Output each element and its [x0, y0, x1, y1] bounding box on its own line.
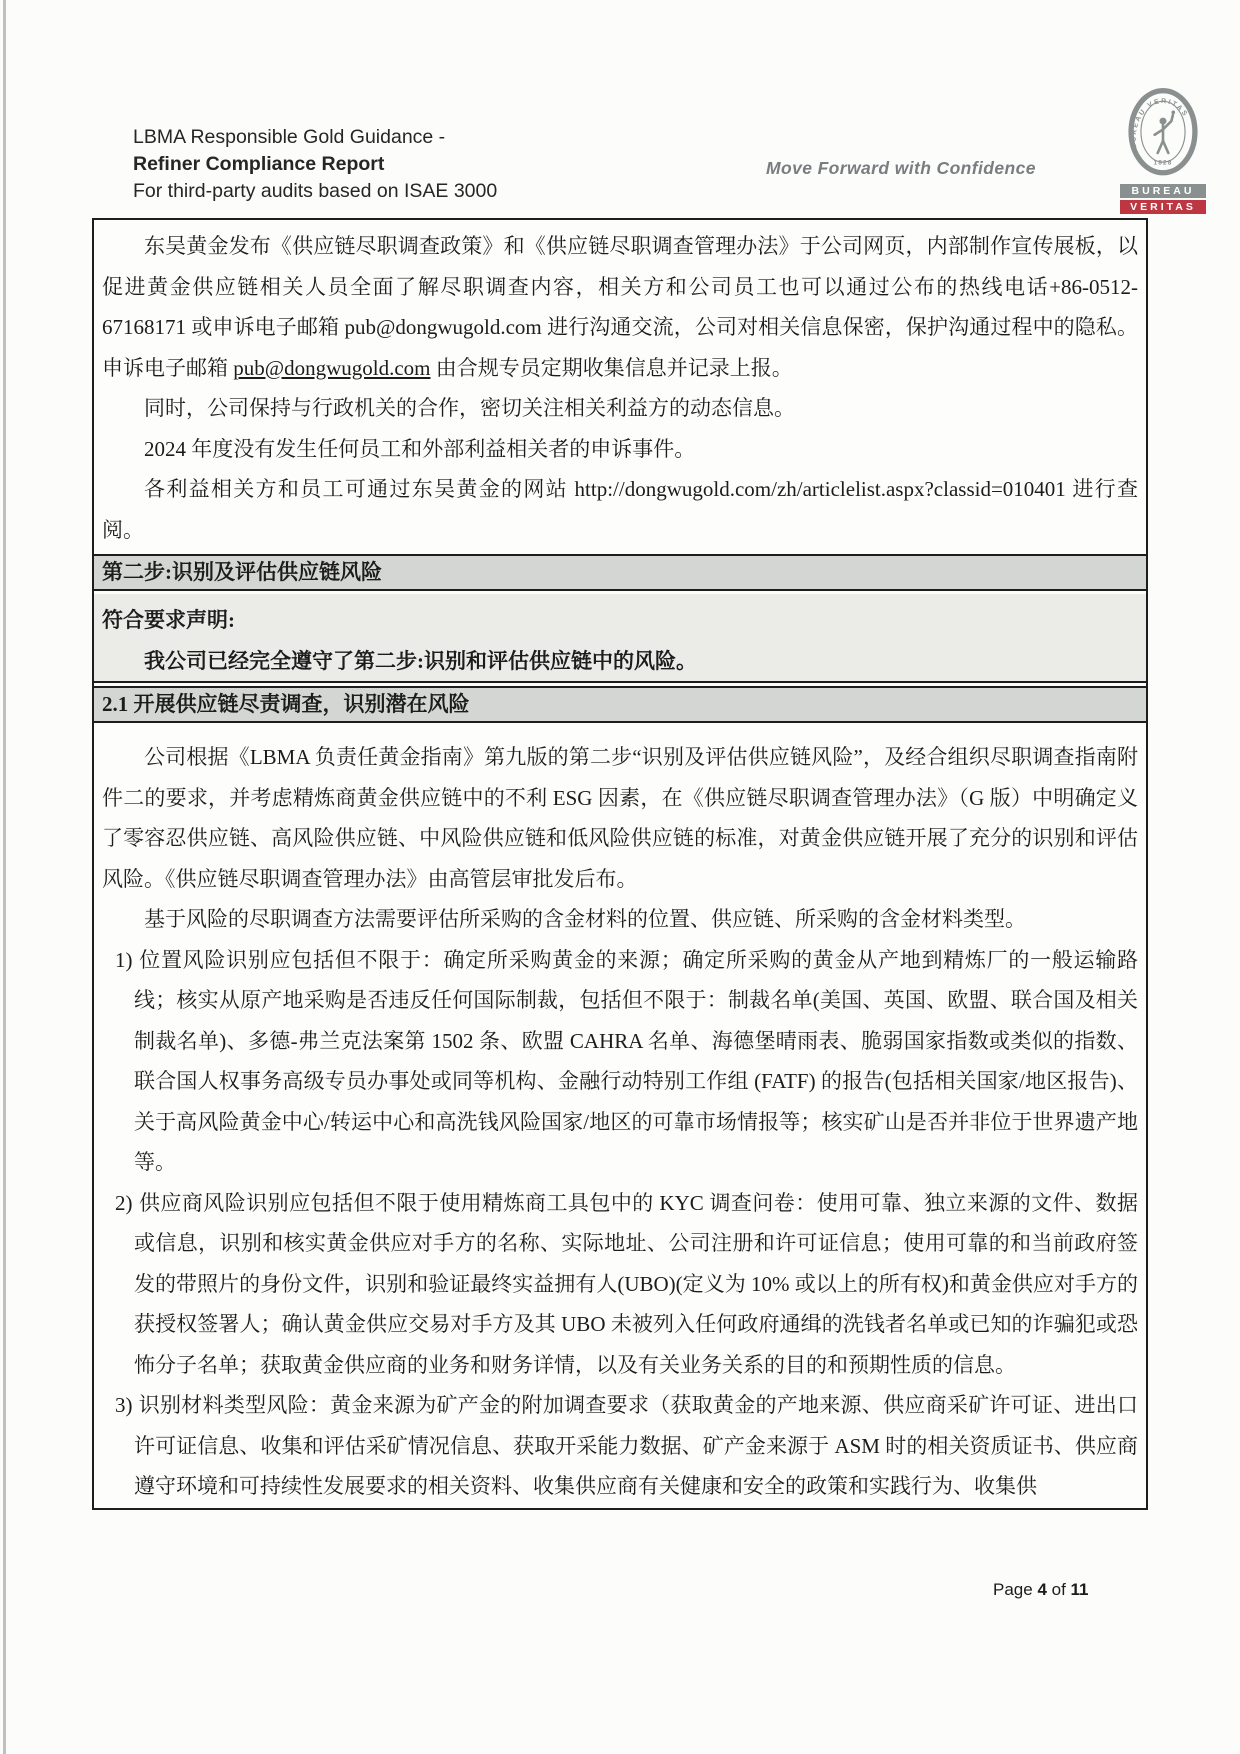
list-item-number: 1) — [115, 947, 133, 972]
page-label: Page — [993, 1580, 1038, 1599]
svg-text:BUREAU VERITAS: BUREAU VERITAS — [1130, 97, 1190, 150]
paragraph-government-cooperation: 同时，公司保持与行政机关的合作，密切关注相关利益方的动态信息。 — [144, 396, 795, 420]
para1-text-2: 进行沟通交流，公司对相关信息保密，保护沟通过程中的隐私。申诉电子邮箱 — [102, 315, 1139, 380]
paragraph-communication-channels — [102, 226, 1138, 388]
bureau-veritas-logo — [1116, 86, 1210, 214]
paragraph-website-access: 各利益相关方和员工可通过东吴黄金的网站 http://dongwugold.com/zh/articlelist.aspx?classid=010401 进行查阅。 — [102, 477, 1138, 542]
compliance-statement-label: 符合要求声明: — [102, 608, 235, 632]
list-item-number: 3) — [115, 1393, 133, 1417]
para1-text-1: 东吴黄金发布《供应链尽职调查政策》和《供应链尽职调查管理办法》于公司网页，内部制作宣传展板，以促进黄金供应链相关人员全面了解尽职调查内容，相关方和公司员工也可以通过公布的热线电话+86-0512-67168171 或申诉电子邮箱 — [102, 234, 1138, 339]
compliance-statement-text: 我公司已经完全遵守了第二步:识别和评估供应链中的风险。 — [144, 648, 697, 673]
page-number — [993, 1580, 1089, 1600]
list-item-text: 位置风险识别应包括但不限于：确定所采购黄金的来源；确定所采购的黄金从产地到精炼厂的一般运输路线；核实从原产地采购是否违反任何国际制裁，包括但不限于：制裁名单(美国、英国、欧盟、联合国及相关制裁名单)、多德-弗兰克法案第 1502 条、欧盟 CAHRA 名单、海德堡晴雨表、脆弱国家指数或类似的指数、联合国人权事务高级专员办事处或同等机构、金融行动特别工作组 (FATF) 的报告(包括相关国家/地区报告)、关于高风险黄金中心/转运中心和高洗钱风险国家/地区的可靠市场情报等；核实矿山是否并非位于世界遗产地等。 — [134, 947, 1138, 1174]
para1-text-3: 由合规专员定期收集信息并记录上报。 — [430, 355, 793, 380]
list-item-supplier-risk — [102, 1183, 1138, 1386]
page-of: of — [1046, 1580, 1071, 1599]
header-title-line1: LBMA Responsible Gold Guidance - — [133, 126, 446, 148]
logo-brand-bottom: VERITAS — [1120, 200, 1206, 214]
page-current: 4 — [1037, 1580, 1047, 1599]
bureau-veritas-emblem-icon — [1125, 86, 1201, 182]
risk-identification-list — [102, 940, 1138, 1507]
section-header-step2: 第二步:识别及评估供应链风险 — [94, 554, 1146, 591]
paragraph-risk-based-method: 基于风险的尽职调查方法需要评估所采购的含金材料的位置、供应链、所采购的含金材料类型。 — [144, 907, 1026, 931]
paragraph-risk-definition: 公司根据《LBMA 负责任黄金指南》第九版的第二步“识别及评估供应链风险”，及经合组织尽职调查指南附件二的要求，并考虑精炼商黄金供应链中的不利 ESG 因素，在《供应链尽职调查管理办法》（G 版）中明确定义了零容忍供应链、高风险供应链、中风险供应链和低风险供应链的标准，对黄金供应链开展了充分的识别和评估风险。《供应链尽职调查管理办法》由高管层审批发后布。 — [102, 745, 1138, 891]
complaint-email: pub@dongwugold.com — [344, 315, 542, 339]
section-2-1-body — [94, 723, 1146, 1507]
paragraph-no-complaints-2024: 2024 年度没有发生任何员工和外部利益相关者的申诉事件。 — [144, 436, 696, 461]
header-title-line2: Refiner Compliance Report — [133, 153, 385, 175]
document-header-titles — [133, 124, 497, 205]
brand-tagline: Move Forward with Confidence — [766, 158, 1036, 178]
compliance-statement-block — [94, 594, 1146, 683]
list-item-number: 2) — [115, 1190, 133, 1215]
report-content-box — [92, 218, 1148, 1510]
step1-continuation-block — [94, 220, 1146, 550]
logo-brand-top: BUREAU — [1120, 184, 1206, 198]
page-total: 11 — [1070, 1580, 1089, 1599]
svg-text:1828: 1828 — [1153, 159, 1173, 167]
list-item-text: 识别材料类型风险：黄金来源为矿产金的附加调查要求（获取黄金的产地来源、供应商采矿许可证、进出口许可证信息、收集和评估采矿情况信息、获取开采能力数据、矿产金来源于 ASM 时的相关资质证书、供应商遵守环境和可持续性发展要求的相关资料、收集供应商有关健康和安全的政策和实践行为、收集供 — [134, 1393, 1138, 1498]
header-title-line3: For third-party audits based on ISAE 3000 — [133, 180, 498, 202]
list-item-material-type-risk — [102, 1385, 1138, 1507]
complaint-email-underlined: pub@dongwugold.com — [233, 355, 431, 380]
section-header-2-1: 2.1 开展供应链尽责调查，识别潜在风险 — [94, 686, 1146, 723]
scan-edge-artifact — [3, 0, 6, 1754]
list-item-location-risk — [102, 940, 1138, 1183]
list-item-text: 供应商风险识别应包括但不限于使用精炼商工具包中的 KYC 调查问卷：使用可靠、独立来源的文件、数据或信息，识别和核实黄金供应对手方的名称、实际地址、公司注册和许可证信息；使用可靠的和当前政府签发的带照片的身份文件，识别和验证最终实益拥有人(UBO)(定义为 10% 或以上的所有权)和黄金供应对手方的获授权签署人；确认黄金供应交易对手方及其 UBO 未被列入任何政府通缉的洗钱者名单或已知的诈骗犯或恐怖分子名单；获取黄金供应商的业务和财务详情，以及有关业务关系的目的和预期性质的信息。 — [134, 1190, 1138, 1377]
